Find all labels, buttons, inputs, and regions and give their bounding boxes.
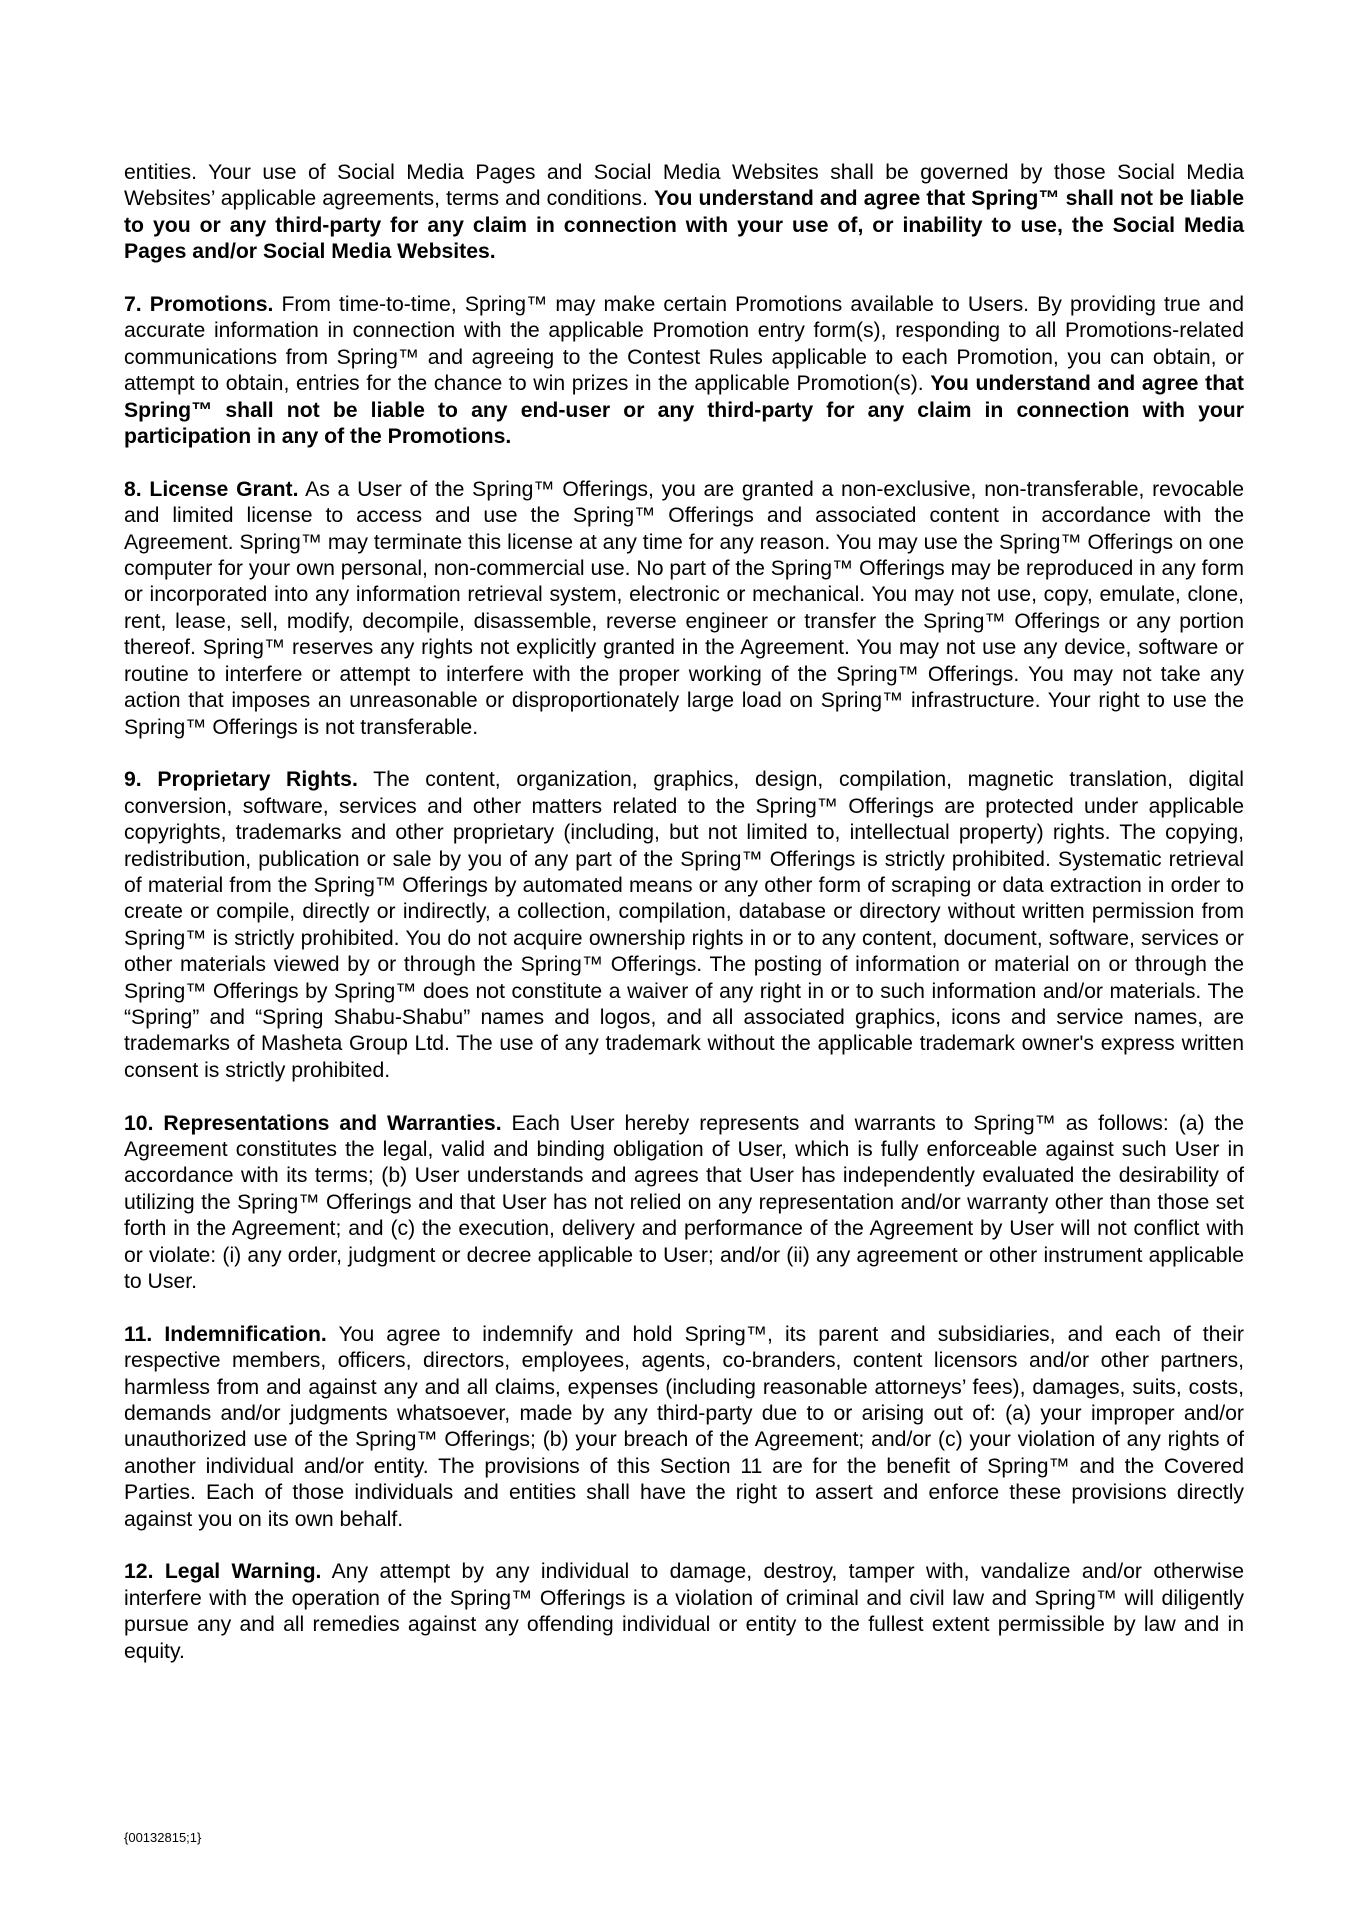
section-proprietary-rights: [124, 767, 1244, 1084]
section-legal-warning: [124, 1559, 1244, 1665]
continuation-text: entities. Your use of Social Media Pages and Social Media Websites shall be governed by those Social Media Websites’ applicable agreements, terms and conditions.: [124, 161, 1244, 211]
section-body: As a User of the Spring™ Offerings, you are granted a non-exclusive, non-transferable, revocable and limited license to access and use the Spring™ Offerings and associated content in accordance with the Agreement. Spring™ may terminate this license at any time for any reason. You may use the Spring™ Offerings on one computer for your own personal, non-commercial use. No part of the Spring™ Offerings may be reproduced in any form or incorporated into any information retrieval system, electronic or mechanical. You may not use, copy, emulate, clone, rent, lease, sell, modify, decompile, disassemble, reverse engineer or transfer the Spring™ Offerings or any portion thereof. Spring™ reserves any rights not explicitly granted in the Agreement. You may not use any device, software or routine to interfere or attempt to interfere with the proper working of the Spring™ Offerings. You may not take any action that imposes an unreasonable or disproportionately large load on Spring™ infrastructure. Your right to use the Spring™ Offerings is not transferable.: [124, 477, 1244, 739]
section-license-grant: [124, 477, 1244, 741]
section-body: The content, organization, graphics, design, compilation, magnetic translation, digital conversion, software, services and other matters related to the Spring™ Offerings are protected under applicable copyrights, trademarks and other proprietary (including, but not limited to, intellectual property) rights. The copying, redistribution, publication or sale by you of any part of the Spring™ Offerings is strictly prohibited. Systematic retrieval of material from the Spring™ Offerings by automated means or any other form of scraping or data extraction in order to create or compile, directly or indirectly, a collection, compilation, database or directory without written permission from Spring™ is strictly prohibited. You do not acquire ownership rights in or to any content, document, software, services or other materials viewed by or through the Spring™ Offerings. The posting of information or material on or through the Spring™ Offerings by Spring™ does not constitute a waiver of any right in or to such information and/or materials. The “Spring” and “Spring Shabu-Shabu” names and logos, and all associated graphics, icons and service names, are trademarks of Masheta Group Ltd. The use of any trademark without the applicable trademark owner's express written consent is strictly prohibited.: [124, 768, 1244, 1082]
document-body: [124, 160, 1244, 1665]
section-body: Any attempt by any individual to damage, destroy, tamper with, vandalize and/or otherwise interfere with the operation of the Spring™ Offerings is a violation of criminal and civil law and Spring™ will diligently pursue any and all remedies against any offending individual or entity to the fullest extent permissible by law and in equity.: [124, 1560, 1244, 1663]
section-heading: 8. License Grant.: [124, 477, 299, 501]
section-heading: 9. Proprietary Rights.: [124, 768, 358, 792]
section-body: From time-to-time, Spring™ may make certain Promotions available to Users. By providing true and accurate information in connection with the applicable Promotion entry form(s), responding to all Promotions-related communications from Spring™ and agreeing to the Contest Rules applicable to each Promotion, you can obtain, or attempt to obtain, entries for the chance to win prizes in the applicable Promotion(s).: [124, 293, 1245, 396]
section-heading: 10. Representations and Warranties.: [124, 1111, 502, 1135]
section-body: Each User hereby represents and warrants to Spring™ as follows: (a) the Agreement constitutes the legal, valid and binding obligation of User, which is fully enforceable against such User in accordance with its terms; (b) User understands and agrees that User has independently evaluated the desirability of utilizing the Spring™ Offerings and that User has not relied on any representation and/or warranty other than those set forth in the Agreement; and (c) the execution, delivery and performance of the Agreement by User will not conflict with or violate: (i) any order, judgment or decree applicable to User; and/or (ii) any agreement or other instrument applicable to User.: [124, 1111, 1245, 1293]
section-body: You agree to indemnify and hold Spring™, its parent and subsidiaries, and each of their respective members, officers, directors, employees, agents, co-branders, content licensors and/or other partners, harmless from and against any and all claims, expenses (including reasonable attorneys’ fees), damages, suits, costs, demands and/or judgments whatsoever, made by any third-party due to or arising out of: (a) your improper and/or unauthorized use of the Spring™ Offerings; (b) your breach of the Agreement; and/or (c) your violation of any rights of another individual and/or entity. The provisions of this Section 11 are for the benefit of Spring™ and the Covered Parties. Each of those individuals and entities shall have the right to assert and enforce these provisions directly against you on its own behalf.: [124, 1322, 1244, 1531]
section-promotions: [124, 292, 1244, 450]
paragraph-continuation: [124, 160, 1244, 266]
section-heading: 12. Legal Warning.: [124, 1560, 322, 1584]
section-heading: 7. Promotions.: [124, 293, 274, 317]
continuation-bold-text: You understand and agree that Spring™ shall not be liable to you or any third-party for any claim in connection with your use of, or inability to use, the Social Media Pages and/or Social Media Websites.: [124, 187, 1244, 264]
section-indemnification: [124, 1322, 1244, 1533]
document-id-footer: {00132815;1}: [124, 1830, 202, 1845]
section-heading: 11. Indemnification.: [124, 1322, 327, 1346]
section-bold-tail: You understand and agree that Spring™ shall not be liable to any end-user or any third-party for any claim in connection with your participation in any of the Promotions.: [124, 372, 1244, 449]
section-representations-warranties: [124, 1111, 1244, 1296]
